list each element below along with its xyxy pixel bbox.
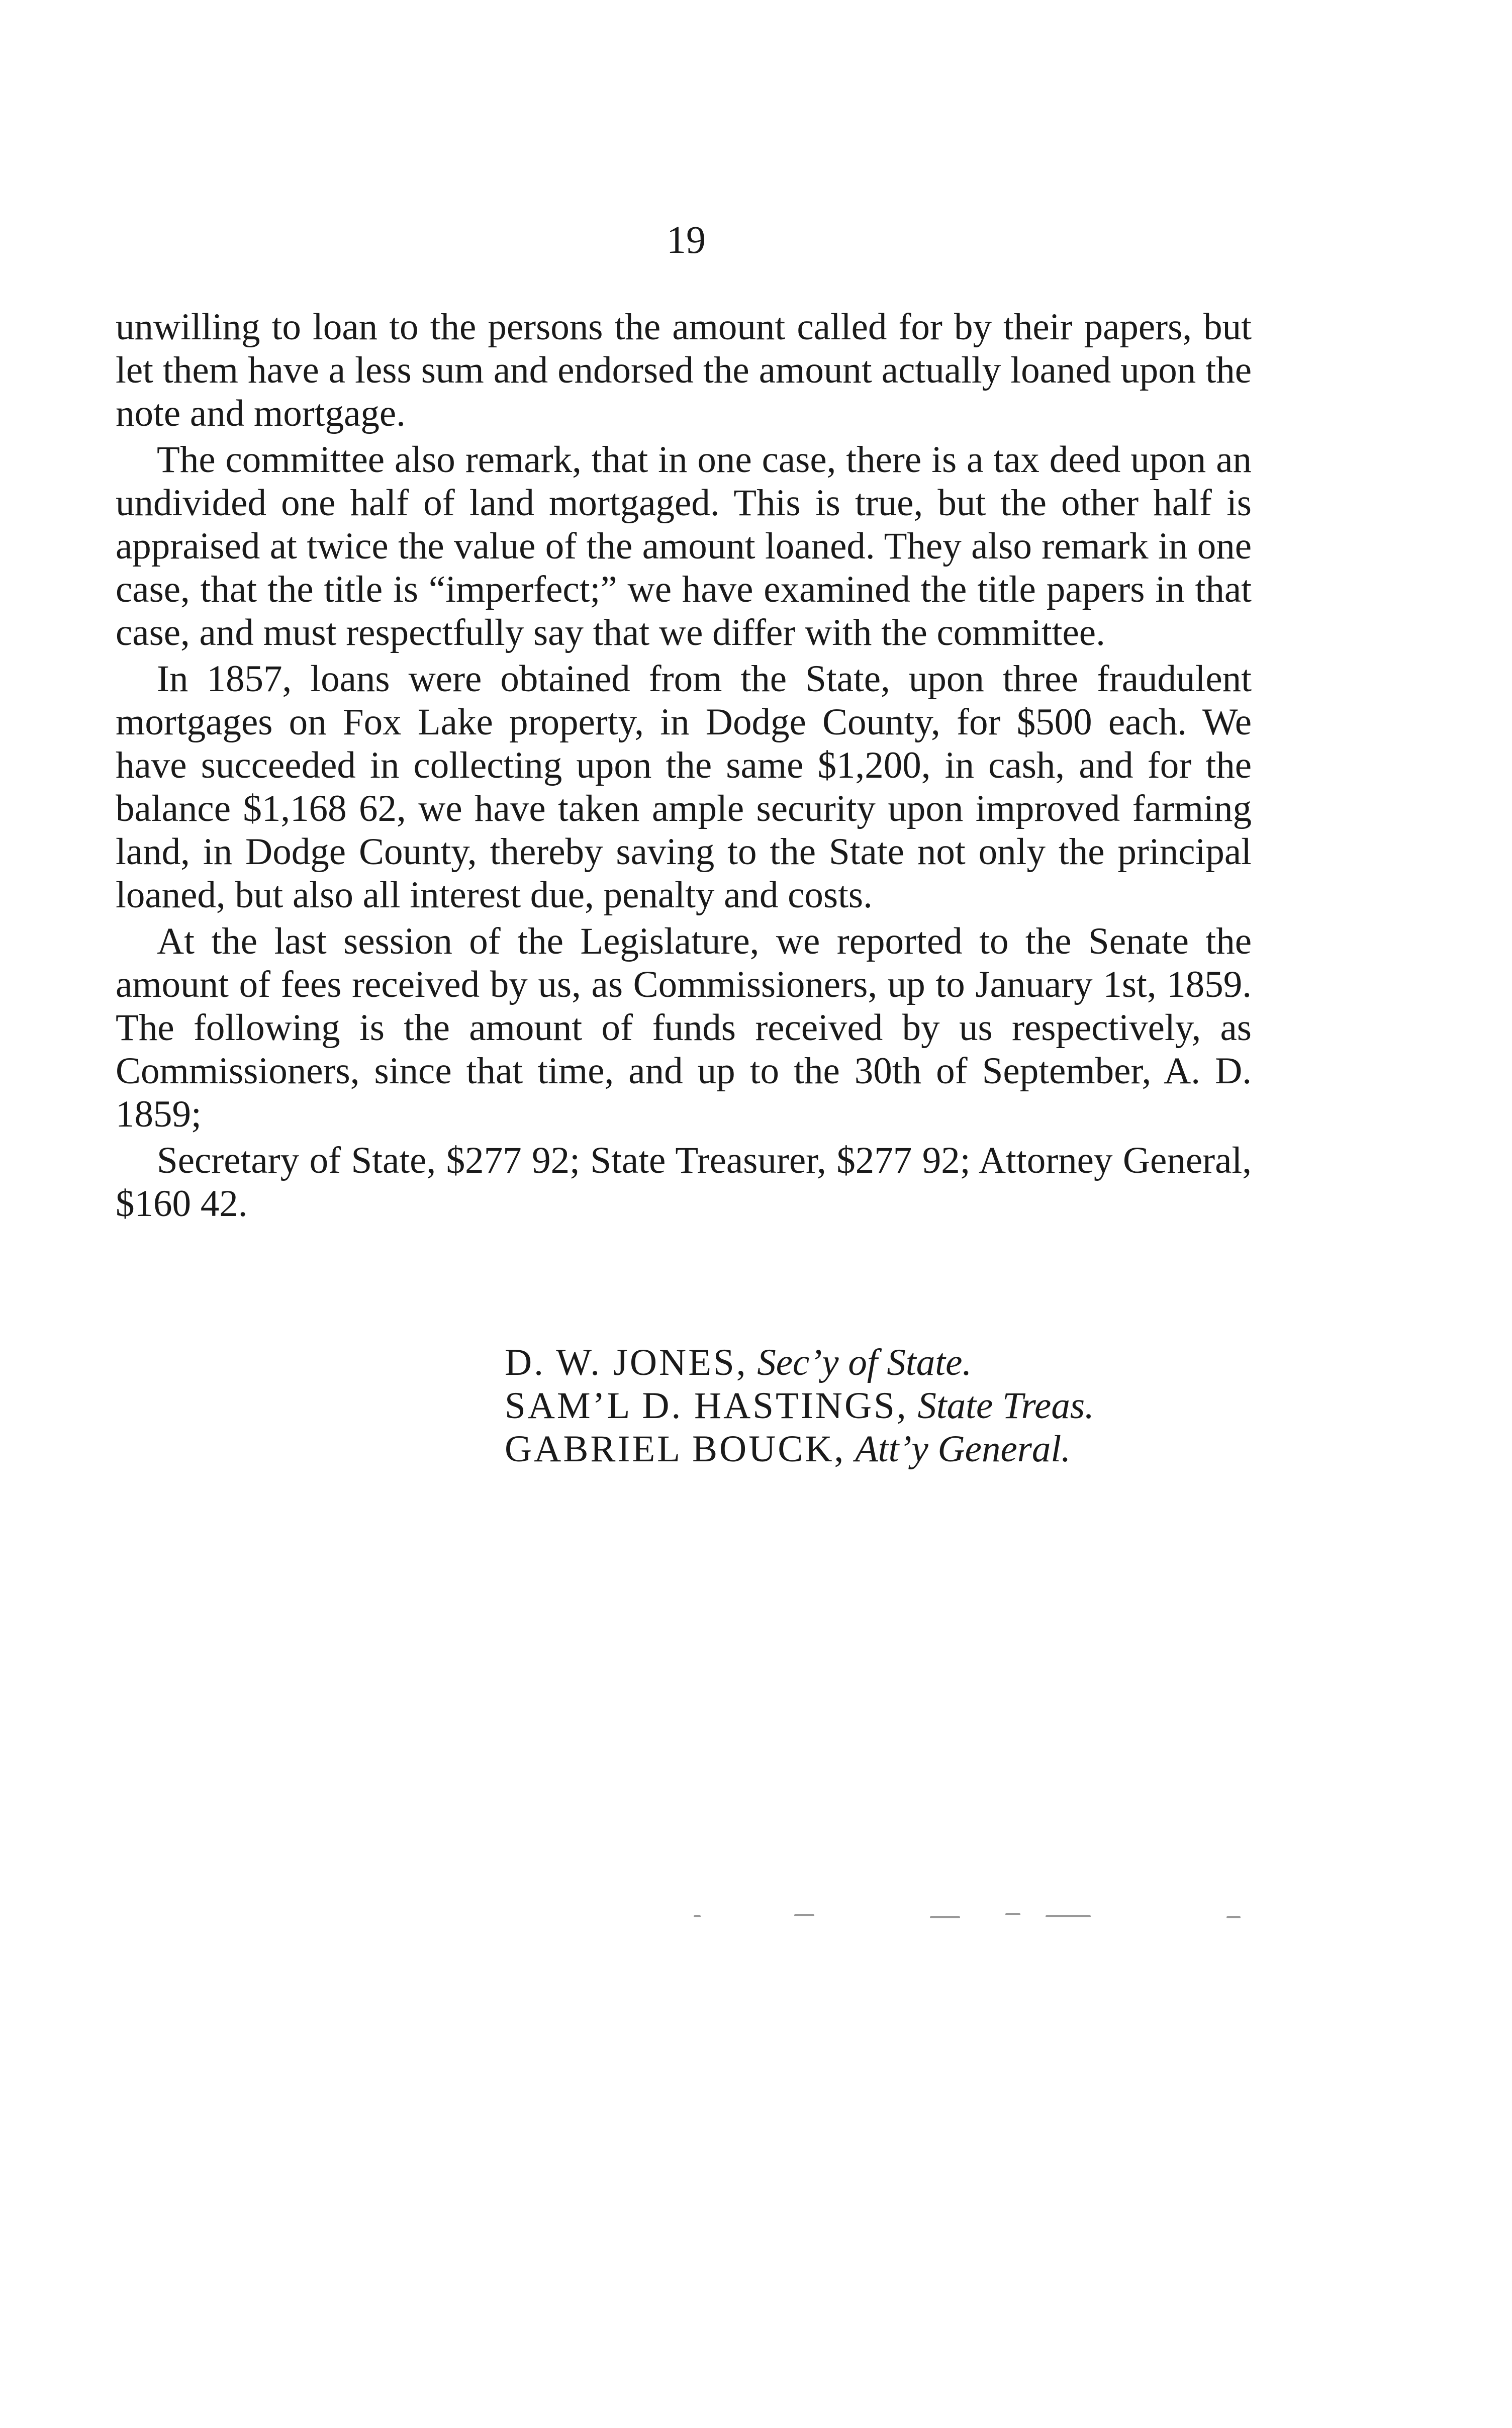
scan-speck [1005,1913,1020,1915]
signatory-name: D. W. JONES, [505,1342,748,1383]
signature-line [505,1384,1259,1428]
body-text [116,306,1252,1229]
signatory-title: Sec’y of State. [757,1342,972,1383]
signatory-title: Att’y General. [855,1428,1071,1470]
paragraph-fees-report: At the last session of the Legislature, we reported to the Senate the amount of fees received by us, as Commissioners, up to January 1st, 1859. The following is the amount of funds received by us respectively, as Commissioners, since that time, and up to the 30th of September, A. D. 1859; [116,920,1252,1135]
scan-speck [1226,1916,1241,1918]
scan-speck [1046,1915,1091,1917]
scan-speck [794,1914,814,1916]
scan-speck [930,1916,960,1918]
signatory-name: SAM’L D. HASTINGS, [505,1385,908,1427]
signatory-name: GABRIEL BOUCK, [505,1428,846,1470]
signature-line [505,1341,1259,1384]
scan-speck [694,1915,701,1917]
paragraph-fraudulent-mortgages: In 1857, loans were obtained from the State, upon three fraudulent mortgages on Fox Lake property, in Dodge County, for $500 each. We have succeeded in collecting upon the same $1,200, in cash, and for the balance $1,168 62, we have taken ample security upon improved farming land, in Dodge County, thereby saving to the State not only the principal loaned, but also all interest due, penalty and costs. [116,658,1252,916]
paragraph-continuation: unwilling to loan to the persons the amount called for by their papers, but let them have a less sum and endorsed the amount actually loaned upon the note and mortgage. [116,306,1252,434]
signature-block [505,1341,1259,1471]
paragraph-committee-remarks: The committee also remark, that in one case, there is a tax deed upon an undivided one half of land mortgaged. This is true, but the other half is appraised at twice the value of the amount loaned. They also remark in one case, that the title is “imperfect;” we have examined the title papers in that case, and must respectfully say that we differ with the committee. [116,439,1252,653]
page-number: 19 [667,218,706,261]
scan-noise [694,1905,1257,1925]
signature-line [505,1428,1259,1471]
signatory-title: State Treas. [917,1385,1094,1427]
paragraph-fees-amounts: Secretary of State, $277 92; State Treasurer, $277 92; Attorney General, $160 42. [116,1140,1252,1225]
